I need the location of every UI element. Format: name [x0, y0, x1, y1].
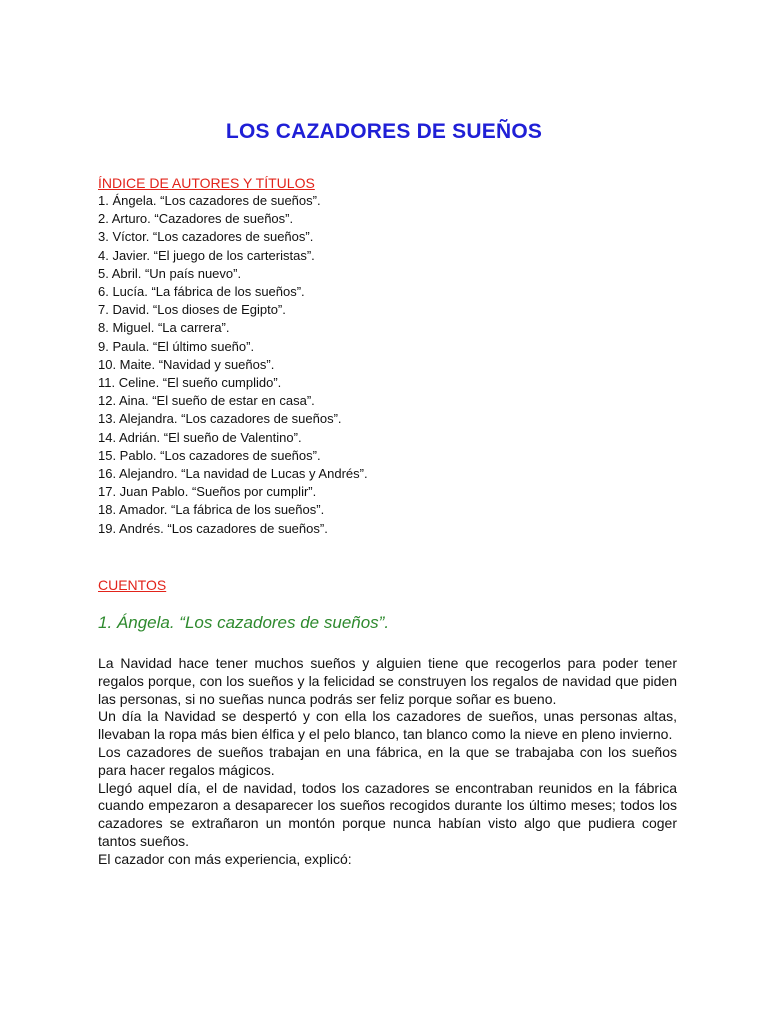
- index-item: 3. Víctor. “Los cazadores de sueños”.: [98, 229, 314, 245]
- index-item: 4. Javier. “El juego de los carteristas”.: [98, 247, 315, 263]
- story-paragraph: Un día la Navidad se despertó y con ella los cazadores de sueños, unas personas altas, llevaban la ropa más bien élfica y el pelo blanco, tan blanco como la nieve en pleno invierno.: [98, 708, 677, 743]
- index-item: 14. Adrián. “El sueño de Valentino”.: [98, 429, 302, 445]
- index-list: [98, 192, 368, 538]
- cuentos-heading: CUENTOS: [98, 577, 167, 593]
- index-item: 18. Amador. “La fábrica de los sueños”.: [98, 502, 325, 518]
- document-title: LOS CAZADORES DE SUEÑOS: [225, 120, 543, 143]
- index-heading: ÍNDICE DE AUTORES Y TÍTULOS: [98, 175, 315, 191]
- index-item: 2. Arturo. “Cazadores de sueños”.: [98, 211, 294, 227]
- index-item: 13. Alejandra. “Los cazadores de sueños”.: [98, 411, 342, 427]
- index-item: 1. Ángela. “Los cazadores de sueños”.: [98, 193, 321, 208]
- index-item: 5. Abril. “Un país nuevo”.: [98, 265, 242, 281]
- index-item: 10. Maite. “Navidad y sueños”.: [98, 356, 275, 372]
- index-item: 9. Paula. “El último sueño”.: [98, 338, 255, 354]
- index-item: 16. Alejandro. “La navidad de Lucas y Andrés”.: [98, 466, 368, 482]
- index-item: 8. Miguel. “La carrera”.: [98, 320, 230, 336]
- story-paragraph: Los cazadores de sueños trabajan en una fábrica, en la que se trabajaba con los sueños para hacer regalos mágicos.: [98, 743, 677, 778]
- story-body: [98, 655, 677, 869]
- index-item: 17. Juan Pablo. “Sueños por cumplir”.: [98, 484, 317, 500]
- story-paragraph: La Navidad hace tener muchos sueños y alguien tiene que recogerlos para poder tener regalos porque, con los sueños y la felicidad se construyen los regalos de navidad que piden las personas, si no sueñas nunca podrás ser feliz porque soñar es bueno.: [98, 655, 677, 707]
- index-item: 6. Lucía. “La fábrica de los sueños”.: [98, 284, 305, 300]
- index-item: 11. Celine. “El sueño cumplido”.: [98, 375, 282, 391]
- index-item: 19. Andrés. “Los cazadores de sueños”.: [98, 520, 328, 536]
- index-item: 12. Aina. “El sueño de estar en casa”.: [98, 393, 315, 409]
- story-paragraph: El cazador con más experiencia, explicó:: [98, 850, 352, 867]
- story-paragraph: Llegó aquel día, el de navidad, todos los cazadores se encontraban reunidos en la fábrica cuando empezaron a desaparecer los sueños recogidos durante los último meses; todos los cazadores se extrañaron un montón porque nunca habían visto algo que pudiera coger tantos sueños.: [98, 779, 677, 849]
- index-item: 15. Pablo. “Los cazadores de sueños”.: [98, 447, 321, 463]
- story-title: 1. Ángela. “Los cazadores de sueños”.: [98, 613, 390, 632]
- index-item: 7. David. “Los dioses de Egipto”.: [98, 302, 286, 318]
